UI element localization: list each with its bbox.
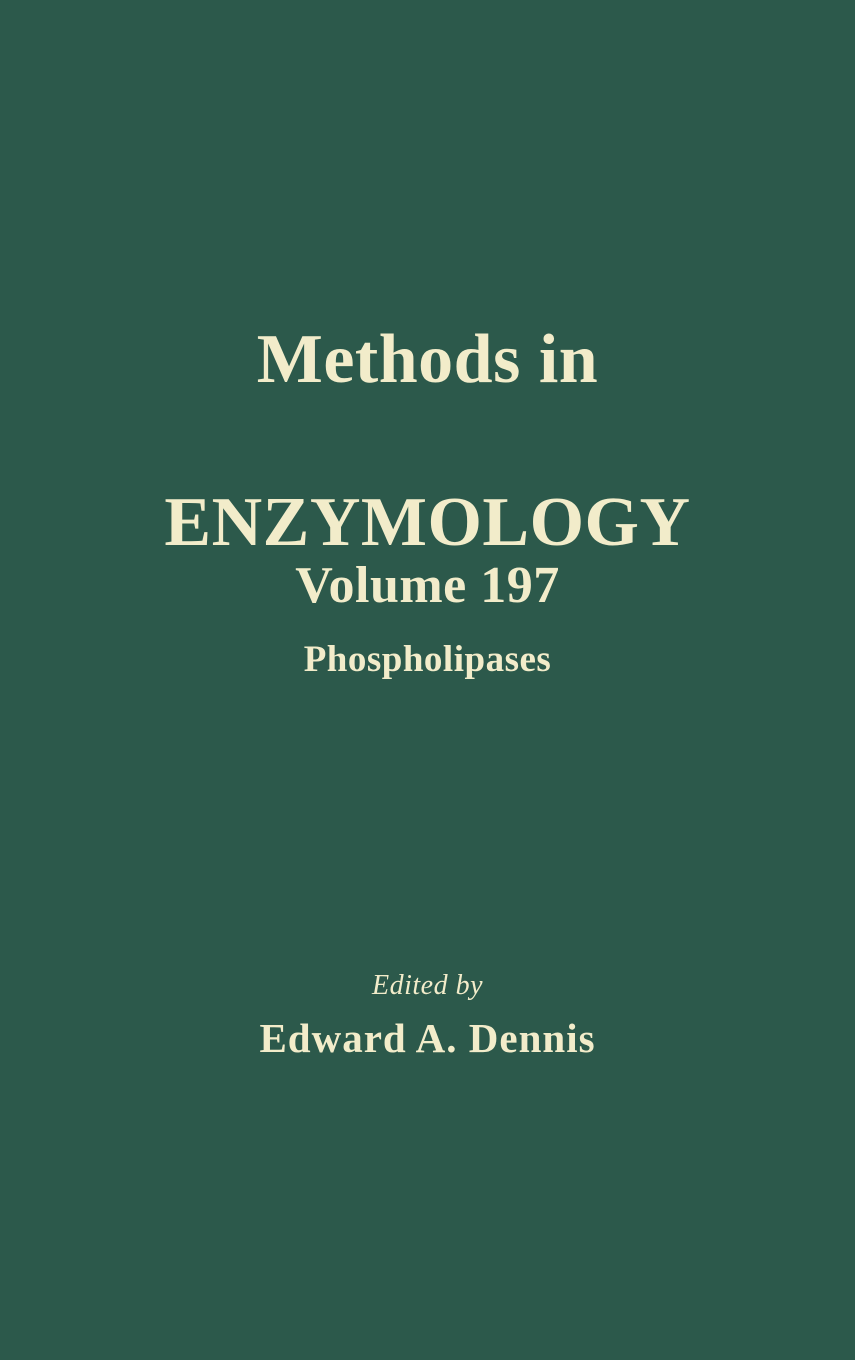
editor-name: Edward A. Dennis: [259, 1015, 596, 1061]
book-title-line2: ENZYMOLOGY: [164, 483, 691, 561]
volume-number: Volume 197: [295, 557, 560, 614]
volume-subtitle: Phospholipases: [303, 639, 552, 680]
book-title: [0, 238, 855, 563]
edited-by-label: Edited by: [371, 970, 484, 1001]
book-title-line1: Methods in: [256, 321, 599, 399]
